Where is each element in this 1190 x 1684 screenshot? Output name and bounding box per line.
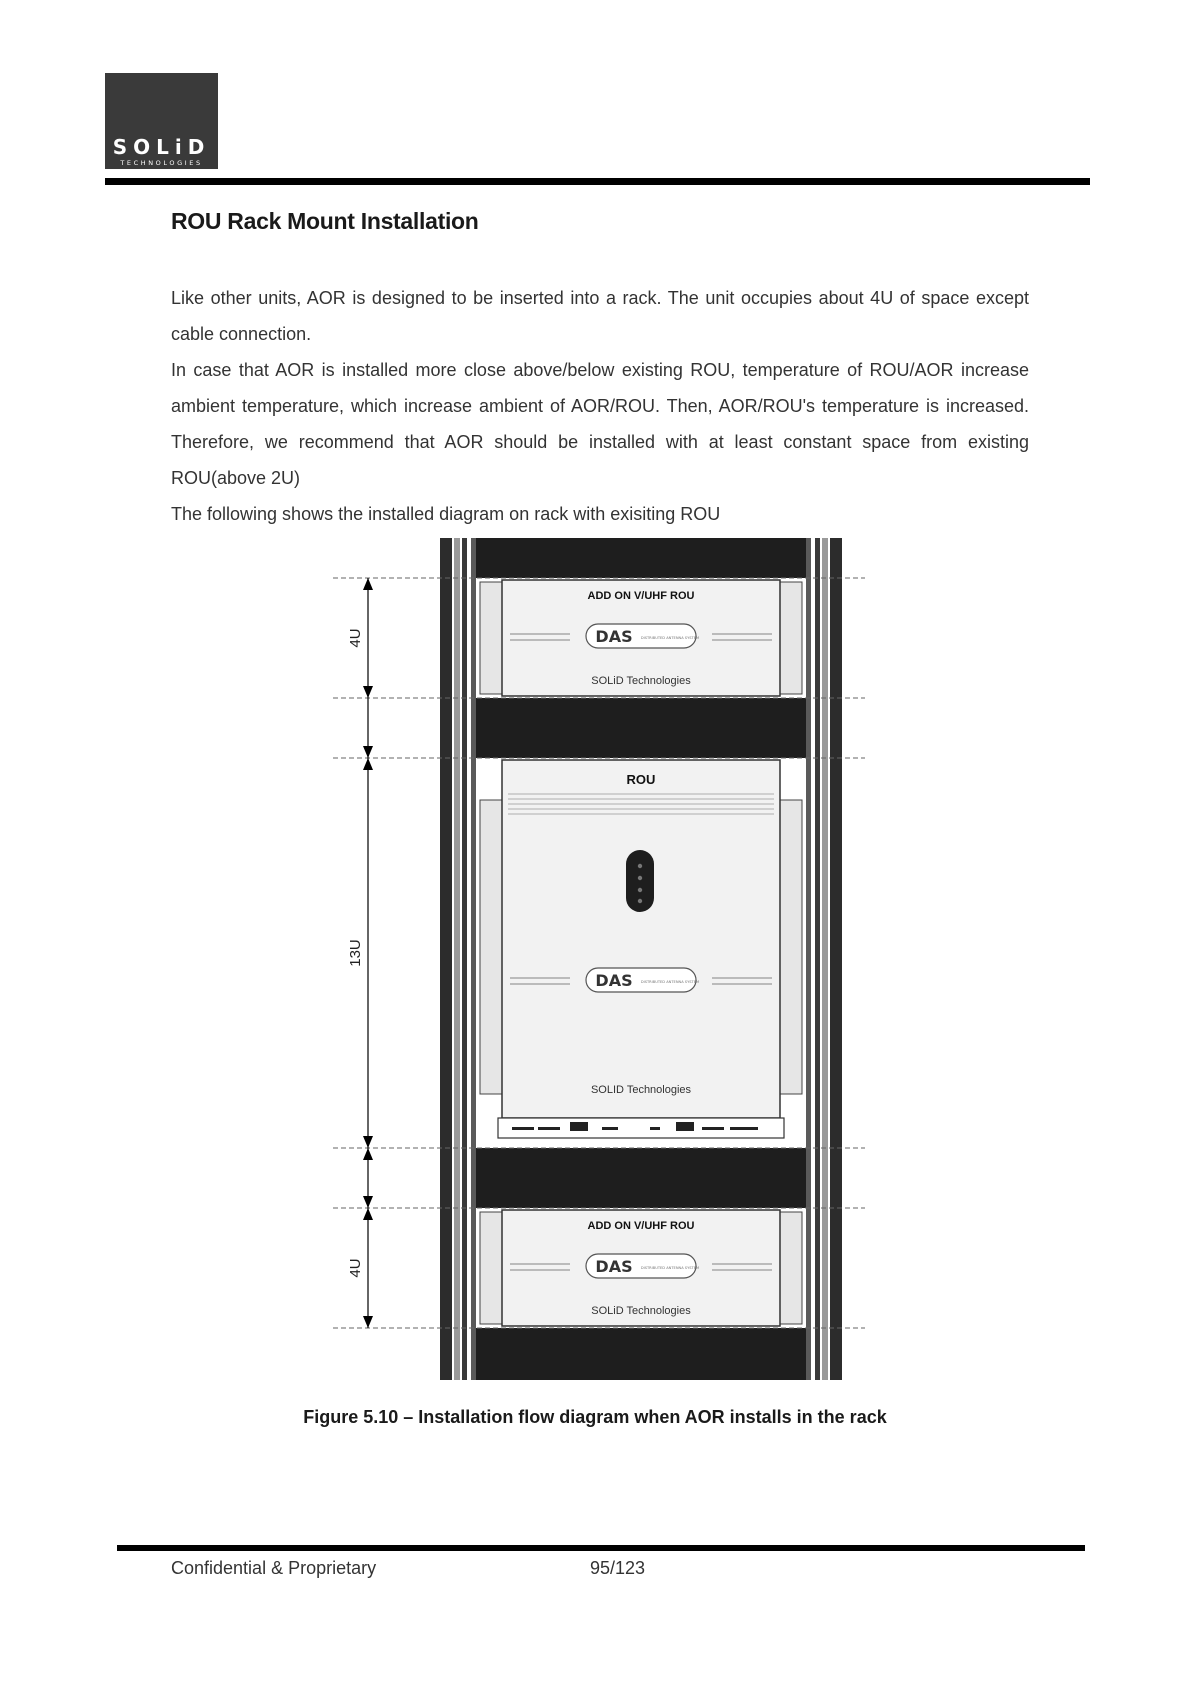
paragraph-1: Like other units, AOR is designed to be inserted into a rack. The unit occupies about 4U of space except cable connection. bbox=[171, 288, 1029, 344]
paragraph-2: In case that AOR is installed more close above/below existing ROU, temperature of ROU/AOR increase ambient temperature, which increase ambient of AOR/ROU. Then, AOR/ROU's temperature is increased. Therefore, we recommend that AOR should be installed with at least constant space from existing ROU(above 2U) bbox=[171, 360, 1029, 488]
rack-gap-top bbox=[476, 538, 806, 578]
paragraph-3: The following shows the installed diagram on rack with exisiting ROU bbox=[171, 504, 721, 524]
rou-bracket-left bbox=[480, 800, 502, 1094]
body-text bbox=[171, 280, 1029, 532]
aor-top-das-logo: DAS bbox=[595, 627, 633, 646]
page-number: 95/123 bbox=[590, 1558, 646, 1578]
rack-rail-left bbox=[471, 538, 476, 1380]
rou-bracket-right bbox=[780, 800, 802, 1094]
solid-logo bbox=[105, 73, 218, 169]
rack-gap-2 bbox=[476, 1148, 806, 1208]
aor-bottom-das-tagline: DISTRIBUTED ANTENNA SYSTEM bbox=[640, 1266, 700, 1270]
aor-bottom-das-logo: DAS bbox=[595, 1257, 633, 1276]
footer-rule bbox=[117, 1545, 1085, 1551]
footer-confidential: Confidential & Proprietary bbox=[171, 1558, 377, 1578]
aor-top-das-tagline: DISTRIBUTED ANTENNA SYSTEM bbox=[640, 636, 700, 640]
dim-label-top: 4U bbox=[347, 628, 364, 648]
rack-post-left-outer bbox=[440, 538, 452, 1380]
rack-diagram-svg bbox=[330, 538, 870, 1380]
aor-bottom-bracket-left bbox=[480, 1212, 502, 1324]
logo-subtitle: TECHNOLOGIES bbox=[120, 159, 203, 167]
rack-post-right-inner bbox=[815, 538, 820, 1380]
section-title: ROU Rack Mount Installation bbox=[171, 208, 479, 234]
rou-das-logo: DAS bbox=[595, 971, 633, 990]
aor-unit-bottom bbox=[480, 1210, 802, 1326]
rack-diagram bbox=[330, 538, 870, 1380]
aor-top-brand: SOLiD Technologies bbox=[591, 675, 691, 687]
rack-post-left-mid bbox=[454, 538, 460, 1380]
logo-wordmark: SOLiD bbox=[112, 135, 211, 159]
aor-bottom-label: ADD ON V/UHF ROU bbox=[587, 1220, 695, 1232]
aor-top-bracket-right bbox=[780, 582, 802, 694]
rack-gap-bottom bbox=[476, 1328, 806, 1380]
rou-das-tagline: DISTRIBUTED ANTENNA SYSTEM bbox=[640, 980, 700, 984]
dim-label-rou: 13U bbox=[347, 939, 364, 967]
dim-label-bottom: 4U bbox=[347, 1258, 364, 1278]
header-rule bbox=[105, 178, 1090, 185]
rack-post-left-inner bbox=[462, 538, 467, 1380]
figure-caption: Figure 5.10 – Installation flow diagram when AOR installs in the rack bbox=[303, 1407, 887, 1427]
rack-gap-1 bbox=[476, 698, 806, 758]
rou-brand: SOLID Technologies bbox=[590, 1084, 692, 1096]
rack-rail-right bbox=[806, 538, 811, 1380]
rou-unit bbox=[480, 760, 802, 1138]
aor-bottom-brand: SOLiD Technologies bbox=[591, 1305, 691, 1317]
aor-top-label: ADD ON V/UHF ROU bbox=[587, 590, 695, 602]
rou-label: ROU bbox=[626, 772, 656, 787]
aor-bottom-bracket-right bbox=[780, 1212, 802, 1324]
aor-top-bracket-left bbox=[480, 582, 502, 694]
rack-post-right-outer bbox=[830, 538, 842, 1380]
aor-unit-top bbox=[480, 580, 802, 696]
rack-post-right-mid bbox=[822, 538, 828, 1380]
